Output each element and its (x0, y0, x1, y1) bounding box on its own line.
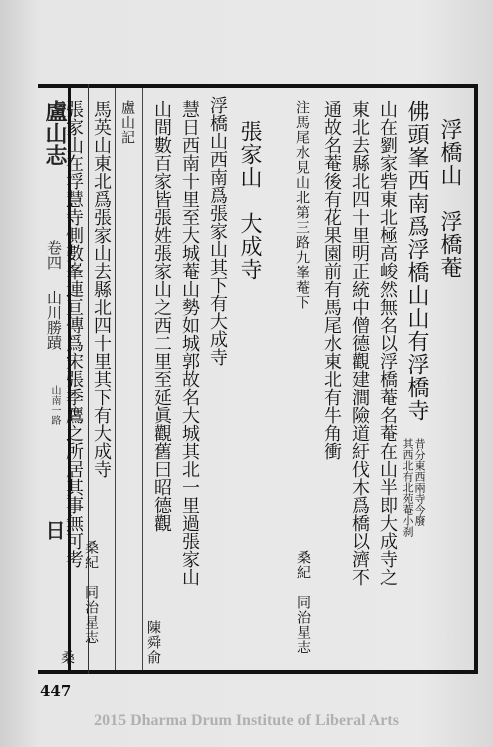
annotation-column: 注馬尾水見山北第三路九峯菴下 (294, 100, 310, 310)
margin-mark: 日 (42, 520, 66, 540)
page-number: 447 (40, 682, 72, 700)
heading-fuqiao: 浮橋山 浮橋菴 (437, 118, 462, 279)
column-divider (115, 88, 116, 670)
note-column: 其西北有北苑菴小刹 (401, 438, 414, 537)
text-column: 慧日西南十里至大城菴山勢如城郭故名大城其北一里過張家山 (179, 100, 200, 586)
text-column: 山在劉家砦東北極高峻然無名以浮橋菴名菴在山半即大成寺之 (377, 100, 398, 586)
note-column: 昔分東西兩寺今廢 (413, 438, 426, 526)
text-column: 馬英山東北爲張家山去縣北四十里其下有大成寺 (91, 100, 112, 478)
text-column: 佛頭峯西南爲浮橋山山有浮橋寺 (404, 100, 429, 422)
margin-subsection: 山南一路 (49, 385, 60, 425)
margin-volume: 卷四 (45, 240, 63, 270)
citation: 桑紀 同治星志 (83, 540, 99, 645)
margin-chapter: 盧山志 (42, 100, 68, 166)
citation: 桑紀 同治星志 (295, 550, 311, 655)
text-column: 通故名菴後有花果園前有馬尾水東北有牛角衝 (321, 100, 342, 460)
text-column: 山間數百家皆張姓張家山之西二里至延眞觀舊曰昭德觀 (151, 100, 172, 532)
column-divider (142, 88, 143, 670)
text-column: 東北去縣北四十里明正統中僧德觀建澗險道紆伐木爲橋以濟不 (349, 100, 370, 586)
text-column: 張家山在浮慧寺側數峯連亘傳爲宋張季鷹之所居其事無可考 (63, 100, 84, 568)
source-column: 盧山記 (119, 100, 135, 145)
citation: 桑 (59, 650, 75, 665)
citation: 陳舜俞 (145, 620, 161, 665)
watermark: 2015 Dharma Drum Institute of Liberal Arts (94, 712, 399, 729)
text-column: 浮橋山西南爲張家山其下有大成寺 (207, 96, 228, 366)
margin-section: 山川勝蹟 (45, 290, 63, 350)
heading-zhangjiashan: 張家山 大成寺 (237, 120, 262, 281)
